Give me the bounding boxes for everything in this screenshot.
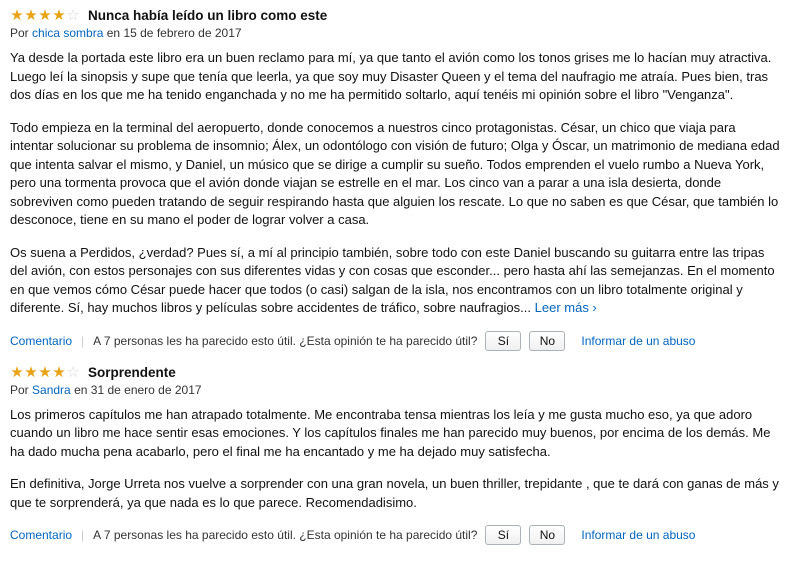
star-icon: ★ [24, 7, 38, 24]
star-icon: ★ [52, 7, 66, 24]
review-paragraph [10, 244, 782, 318]
star-icon: ★ [38, 363, 52, 381]
review-byline [10, 383, 782, 397]
vote-no-button[interactable]: No [529, 525, 565, 545]
divider: | [81, 333, 85, 348]
divider: | [81, 528, 85, 542]
star-icon-empty: ☆ [66, 7, 80, 24]
star-icon: ★ [52, 363, 66, 381]
star-rating[interactable] [10, 8, 80, 23]
review-title: Sorprendente [88, 364, 176, 380]
star-icon: ★ [10, 363, 24, 381]
review-footer [10, 523, 782, 549]
review-paragraph: Todo empieza en la terminal del aeropuerto, donde conocemos a nuestros cinco protagonistas. César, un chico que viaja para intentar solucionar su problema de insomnio; Álex, un odontólogo con visión de futuro; Olga y Óscar, un matrimonio de mediana edad que intenta salvar el mismo, y Daniel, un músico que se dirige a cumplir su sueño. Todos emprenden el vuelo rumbo a Nueva York, pero una tormenta provoca que el avión donde viajan se estrelle en el mar. Los cinco van a parar a una isla desierta, donde sobreviven como pueden tratando de seguir respirando hasta que alguien los rescate. Lo que no saben es que César, que también lo desconoce, tiene en su mano el poder de lograr volver a casa. [10, 119, 780, 227]
helpful-text: A 7 personas les ha parecido esto útil. ¿Esta opinión te ha parecido útil? [93, 528, 478, 542]
report-abuse-link[interactable]: Informar de un abuso [581, 333, 696, 348]
date-prefix: en [106, 26, 121, 40]
star-icon: ★ [10, 7, 24, 24]
star-icon-empty: ☆ [66, 363, 80, 381]
star-icon: ★ [38, 7, 52, 24]
helpful-text: A 7 personas les ha parecido esto útil. ¿Esta opinión te ha parecido útil? [93, 333, 478, 348]
report-abuse-link[interactable]: Informar de un abuso [581, 528, 696, 542]
review-paragraph: Los primeros capítulos me han atrapado totalmente. Me encontraba tensa mientras los leía y me gusta mucho eso, ya que adoro cuando un libro me hace sentir esas emociones. Y los capítulos finales me han parecido muy buenos, por encima de los demás. Me ha dado mucha pena acabarlo, pero el final me ha encantado y me ha dejado muy satisfecha. [10, 406, 771, 459]
review-footer [10, 329, 782, 355]
review-date: 31 de enero de 2017 [90, 382, 202, 397]
review-spacer [10, 357, 782, 365]
comment-link[interactable]: Comentario [10, 528, 73, 542]
by-label: Por [10, 382, 29, 397]
review-author-link[interactable]: Sandra [32, 382, 71, 397]
review-header [10, 365, 782, 380]
review-paragraph: Ya desde la portada este libro era un buen reclamo para mí, ya que tanto el avión como los tonos grises me lo hacían muy atractiva. Luego leí la sinopsis y supe que tenía que leerla, ya que soy muy Disaster Queen y el tema del naufragio me atraía. Pues bien, tras dos días en los que me ha tenido enganchada y no me ha permitido soltarlo, aquí tenéis mi opinión sobre el libro "Venganza". [10, 50, 772, 102]
vote-no-button[interactable]: No [529, 331, 565, 351]
review-header [10, 8, 782, 23]
vote-yes-button[interactable]: Sí [485, 525, 521, 545]
read-more-link[interactable]: Leer más › [534, 300, 597, 315]
review-item [10, 365, 782, 550]
vote-yes-button[interactable]: Sí [485, 331, 521, 351]
review-author-link[interactable]: chica sombra [32, 26, 104, 40]
review-title: Nunca había leído un libro como este [88, 8, 328, 23]
star-icon: ★ [24, 363, 38, 381]
review-item [10, 8, 782, 355]
review-date: 15 de febrero de 2017 [123, 26, 242, 40]
by-label: Por [10, 26, 29, 40]
star-rating[interactable] [10, 365, 80, 380]
review-byline [10, 26, 782, 40]
review-paragraph: En definitiva, Jorge Urreta nos vuelve a sorprender con una gran novela, un buen thriller, trepidante , que te dará con ganas de más y que te sorprenderá, ya que nada es lo que parece. Recomendadisimo. [10, 476, 779, 510]
date-prefix: en [74, 382, 88, 397]
review-paragraph-text: Os suena a Perdidos, ¿verdad? Pues sí, a mí al principio también, sobre todo con este Daniel buscando su guitarra entre las tripas del avión, con estos personajes con sus diferentes vidas y con cosas que esconder... pero hasta ahí las semejanzas. En el momento en que vemos cómo César puede hacer que todos (o casi) salgan de la isla, nos encontramos con un libro totalmente original y diferente. Sí, hay muchos libros y películas sobre accidentes de tráfico, sobre naufragios... [10, 244, 775, 315]
comment-link[interactable]: Comentario [10, 333, 73, 348]
